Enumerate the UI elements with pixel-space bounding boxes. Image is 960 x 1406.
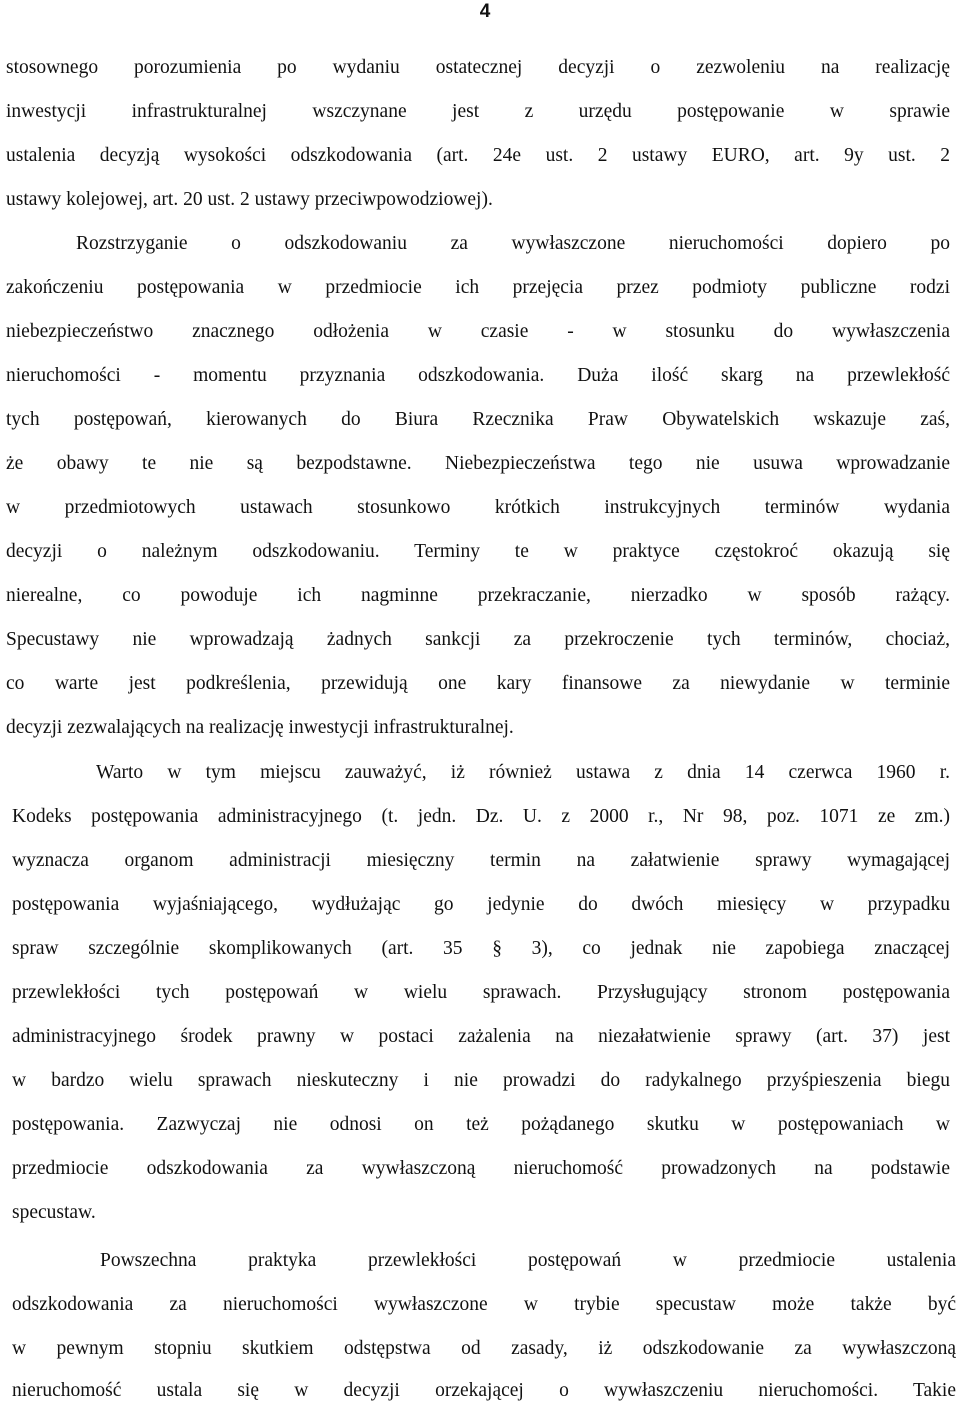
text-line: postępowania wyjaśniającego, wydłużając go jedynie do dwóch miesięcy w przypadku [12,894,950,915]
text-line: ustawy kolejowej, art. 20 ust. 2 ustawy przeciwpowodziowej). [6,189,493,210]
text-line: postępowania. Zazwyczaj nie odnosi on też pożądanego skutku w postępowaniach w [12,1114,950,1135]
text-line: nierealne, co powoduje ich nagminne przekraczanie, nierzadko w sposób rażący. [6,585,950,606]
text-line: ustalenia decyzją wysokości odszkodowania (art. 24e ust. 2 ustawy EURO, art. 9y ust. 2 [6,145,950,166]
text-line: administracyjnego środek prawny w postaci zażalenia na niezałatwienie sprawy (art. 37) jest [12,1026,950,1047]
text-line: nieruchomości - momentu przyznania odszkodowania. Duża ilość skarg na przewlekłość [6,365,950,386]
text-line: Specustawy nie wprowadzają żadnych sankcji za przekroczenie tych terminów, chociaż, [6,629,950,650]
text-line: Warto w tym miejscu zauważyć, iż również ustawa z dnia 14 czerwca 1960 r. [96,762,950,783]
text-line: Kodeks postępowania administracyjnego (t. jedn. Dz. U. z 2000 r., Nr 98, poz. 1071 ze zm.) [12,806,950,827]
text-line: w przedmiotowych ustawach stosunkowo krótkich instrukcyjnych terminów wydania [6,497,950,518]
text-line: spraw szczególnie skomplikowanych (art. 35 § 3), co jednak nie zapobiega znaczącej [12,938,950,959]
page-number: 4 [479,1,491,22]
text-line: tych postępowań, kierowanych do Biura Rzecznika Praw Obywatelskich wskazuje zaś, [6,409,950,430]
text-line: niebezpieczeństwo znacznego odłożenia w czasie - w stosunku do wywłaszczenia [6,321,950,342]
text-line: że obawy te nie są bezpodstawne. Niebezpieczeństwa tego nie usuwa wprowadzanie [6,453,950,474]
text-line: Rozstrzyganie o odszkodowaniu za wywłaszczone nieruchomości dopiero po [76,233,950,254]
text-line: w pewnym stopniu skutkiem odstępstwa od zasady, iż odszkodowanie za wywłaszczoną [12,1338,956,1359]
text-line: w bardzo wielu sprawach nieskuteczny i nie prowadzi do radykalnego przyśpieszenia biegu [12,1070,950,1091]
text-line: Powszechna praktyka przewlekłości postępowań w przedmiocie ustalenia [100,1250,956,1271]
text-line: zakończeniu postępowania w przedmiocie ich przejęcia przez podmioty publiczne rodzi [6,277,950,298]
text-line: decyzji o należnym odszkodowaniu. Terminy te w praktyce częstokroć okazują się [6,541,950,562]
text-line: przedmiocie odszkodowania za wywłaszczoną nieruchomość prowadzonych na podstawie [12,1158,950,1179]
text-line: odszkodowania za nieruchomości wywłaszczone w trybie specustaw może także być [12,1294,956,1315]
text-line: nieruchomość ustala się w decyzji orzekającej o wywłaszczeniu nieruchomości. Takie [12,1380,956,1401]
text-line: stosownego porozumienia po wydaniu ostatecznej decyzji o zezwoleniu na realizację [6,57,950,78]
text-line: decyzji zezwalających na realizację inwestycji infrastrukturalnej. [6,717,514,738]
text-line: przewlekłości tych postępowań w wielu sprawach. Przysługujący stronom postępowania [12,982,950,1003]
text-line: wyznacza organom administracji miesięczny termin na załatwienie sprawy wymagającej [12,850,950,871]
text-line: inwestycji infrastrukturalnej wszczynane jest z urzędu postępowanie w sprawie [6,101,950,122]
text-line: specustaw. [12,1202,96,1223]
text-line: co warte jest podkreślenia, przewidują one kary finansowe za niewydanie w terminie [6,673,950,694]
